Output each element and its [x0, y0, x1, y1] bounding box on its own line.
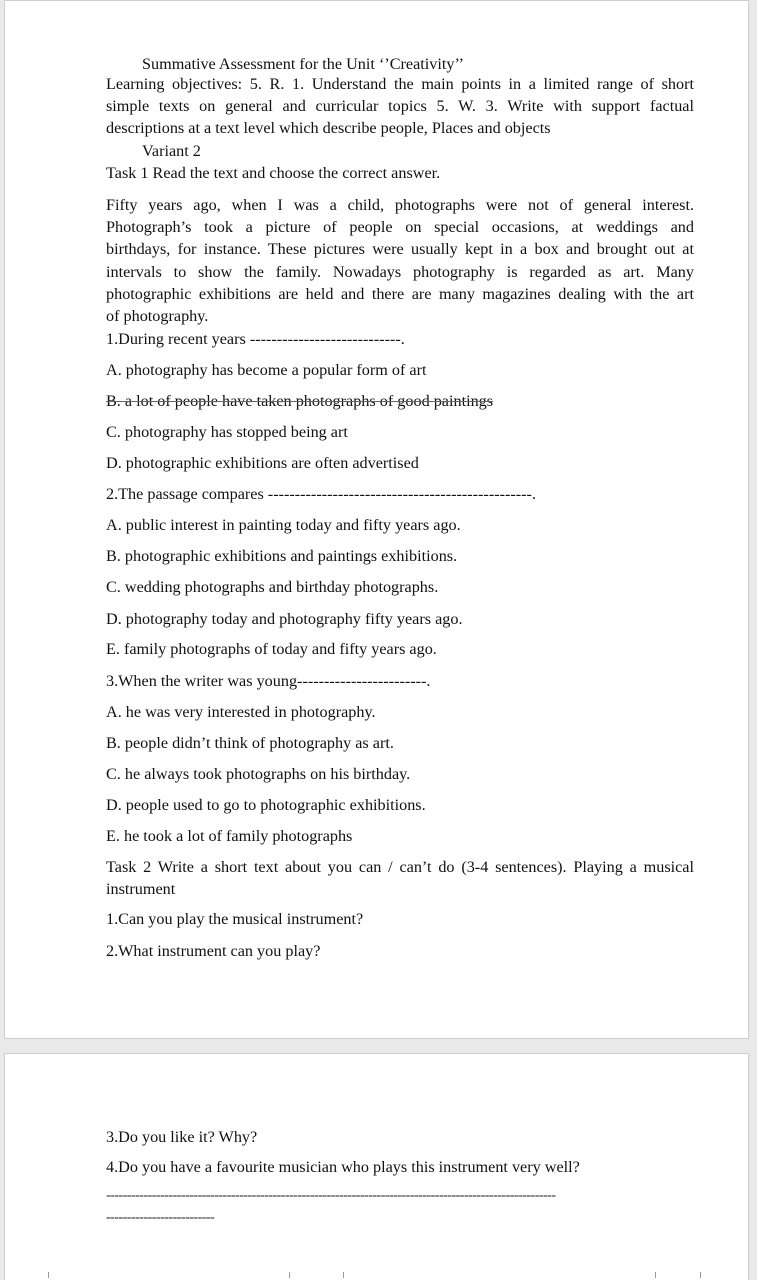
question-1-option-a: A. photography has become a popular form of art [106, 361, 427, 379]
answer-line-2: -------------------------- [106, 1210, 215, 1225]
page-edge-mark [700, 1272, 701, 1278]
question-1-option-c: C. photography has stopped being art [106, 423, 348, 441]
task2-instruction-line-2: instrument [106, 880, 176, 898]
question-2-option-d: D. photography today and photography fifty years ago. [106, 610, 463, 628]
objectives-line-2: simple texts on general and curricular topics 5. W. 3. Write with support factual [106, 97, 694, 115]
task2-instruction-line-1: Task 2 Write a short text about you can / can’t do (3-4 sentences). Playing a musical [106, 858, 694, 876]
question-3-option-b: B. people didn’t think of photography as art. [106, 734, 394, 752]
question-3-stem: 3.When the writer was young------------------------. [106, 672, 431, 690]
question-1-option-d: D. photographic exhibitions are often advertised [106, 454, 419, 472]
question-3-option-a: A. he was very interested in photography. [106, 703, 376, 721]
passage-line-1: Fifty years ago, when I was a child, photographs were not of general interest. [106, 196, 694, 214]
question-2-option-c: C. wedding photographs and birthday photographs. [106, 578, 439, 596]
passage-line-5: photographic exhibitions are held and there are many magazines dealing with the art [106, 285, 694, 303]
question-3-option-e: E. he took a lot of family photographs [106, 827, 353, 845]
passage-line-6: of photography. [106, 307, 209, 325]
question-3-option-c: C. he always took photographs on his birthday. [106, 765, 411, 783]
page-edge-mark [48, 1272, 49, 1278]
question-2-option-e: E. family photographs of today and fifty years ago. [106, 640, 437, 658]
task2-question-2: 2.What instrument can you play? [106, 942, 321, 960]
task1-instruction: Task 1 Read the text and choose the correct answer. [106, 164, 441, 182]
document-title: Summative Assessment for the Unit ‘’Creativity’’ [142, 55, 465, 73]
objectives-line-3: descriptions at a text level which describe people, Places and objects [106, 119, 551, 137]
task2-question-3: 3.Do you like it? Why? [106, 1128, 258, 1146]
question-3-option-d: D. people used to go to photographic exhibitions. [106, 796, 426, 814]
passage-line-4: intervals to show the family. Nowadays photography is regarded as art. Many [106, 263, 694, 281]
question-2-stem: 2.The passage compares -------------------------------------------------. [106, 485, 536, 503]
passage-line-2: Photograph’s took a picture of people on special occasions, at weddings and [106, 218, 694, 236]
answer-line-1: ------------------------------------------------------------------------------------------------------------ [106, 1188, 556, 1203]
objectives-line-1: Learning objectives: 5. R. 1. Understand the main points in a limited range of short [106, 75, 694, 93]
question-2-option-a: A. public interest in painting today and fifty years ago. [106, 516, 461, 534]
page-edge-mark [289, 1272, 290, 1278]
passage-line-3: birthdays, for instance. These pictures were usually kept in a box and brought out at [106, 240, 694, 258]
task2-question-1: 1.Can you play the musical instrument? [106, 910, 364, 928]
page-edge-mark [343, 1272, 344, 1278]
task2-question-4: 4.Do you have a favourite musician who plays this instrument very well? [106, 1158, 580, 1176]
variant-label: Variant 2 [142, 142, 201, 160]
question-2-option-b: B. photographic exhibitions and paintings exhibitions. [106, 547, 458, 565]
question-1-option-b: B. a lot of people have taken photographs of good paintings [106, 392, 494, 410]
page-edge-mark [655, 1272, 656, 1278]
question-1-stem: 1.During recent years ----------------------------. [106, 330, 405, 348]
